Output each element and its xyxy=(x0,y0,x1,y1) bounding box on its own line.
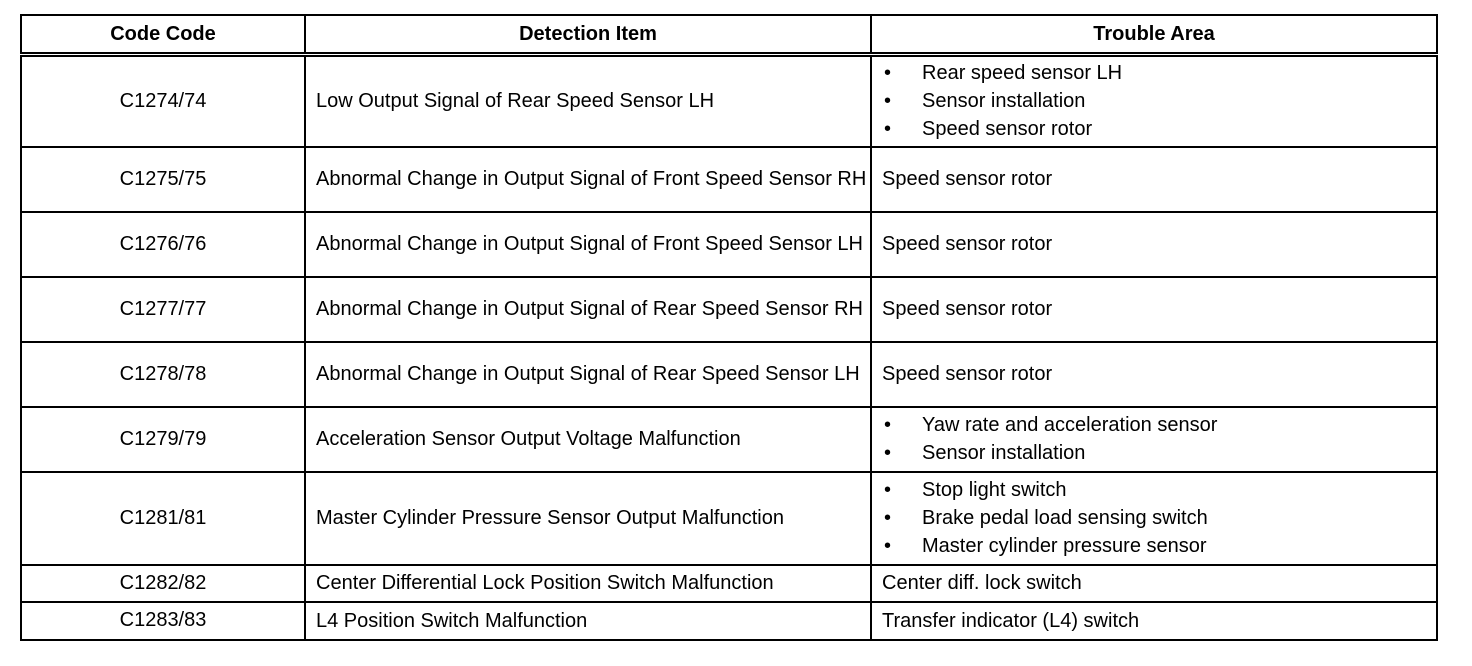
trouble-area-list xyxy=(882,476,1436,560)
table-row xyxy=(21,277,1437,342)
trouble-area-cell: Speed sensor rotor xyxy=(871,277,1437,342)
header-trouble-area: Trouble Area xyxy=(871,15,1437,55)
header-row xyxy=(21,15,1437,55)
code-cell: C1279/79 xyxy=(21,407,305,472)
code-cell: C1283/83 xyxy=(21,602,305,640)
trouble-area-list-item: • Yaw rate and acceleration sensor xyxy=(882,411,1436,439)
trouble-area-list-item: • Stop light switch xyxy=(882,476,1436,504)
table-body xyxy=(21,55,1437,640)
code-cell: C1275/75 xyxy=(21,147,305,212)
detection-item-cell: Abnormal Change in Output Signal of Rear Speed Sensor LH xyxy=(305,342,871,407)
trouble-area-cell: Transfer indicator (L4) switch xyxy=(871,602,1437,640)
dtc-table xyxy=(20,14,1438,641)
trouble-area-cell xyxy=(871,472,1437,565)
trouble-area-cell xyxy=(871,55,1437,147)
table-row xyxy=(21,565,1437,602)
trouble-area-cell: Center diff. lock switch xyxy=(871,565,1437,602)
detection-item-cell: Acceleration Sensor Output Voltage Malfunction xyxy=(305,407,871,472)
detection-item-cell: Low Output Signal of Rear Speed Sensor LH xyxy=(305,55,871,147)
trouble-area-list xyxy=(882,411,1436,467)
table-row xyxy=(21,147,1437,212)
code-cell: C1281/81 xyxy=(21,472,305,565)
trouble-area-cell xyxy=(871,407,1437,472)
table-row xyxy=(21,55,1437,147)
trouble-area-list-item: • Brake pedal load sensing switch xyxy=(882,504,1436,532)
code-cell: C1274/74 xyxy=(21,55,305,147)
trouble-area-list xyxy=(882,59,1436,143)
code-cell: C1276/76 xyxy=(21,212,305,277)
detection-item-cell: Center Differential Lock Position Switch Malfunction xyxy=(305,565,871,602)
detection-item-cell: Abnormal Change in Output Signal of Front Speed Sensor RH xyxy=(305,147,871,212)
detection-item-cell: L4 Position Switch Malfunction xyxy=(305,602,871,640)
trouble-area-list-item: • Rear speed sensor LH xyxy=(882,59,1436,87)
detection-item-cell: Abnormal Change in Output Signal of Front Speed Sensor LH xyxy=(305,212,871,277)
code-cell: C1278/78 xyxy=(21,342,305,407)
trouble-area-cell: Speed sensor rotor xyxy=(871,342,1437,407)
trouble-area-list-item: • Sensor installation xyxy=(882,87,1436,115)
trouble-area-list-item: • Speed sensor rotor xyxy=(882,115,1436,143)
header-code: Code Code xyxy=(21,15,305,55)
trouble-area-cell: Speed sensor rotor xyxy=(871,147,1437,212)
table-row xyxy=(21,472,1437,565)
table-row xyxy=(21,602,1437,640)
trouble-area-cell: Speed sensor rotor xyxy=(871,212,1437,277)
table-row xyxy=(21,212,1437,277)
code-cell: C1282/82 xyxy=(21,565,305,602)
trouble-area-list-item: • Master cylinder pressure sensor xyxy=(882,532,1436,560)
trouble-area-list-item: • Sensor installation xyxy=(882,439,1436,467)
header-detection-item: Detection Item xyxy=(305,15,871,55)
table-row xyxy=(21,342,1437,407)
table-row xyxy=(21,407,1437,472)
detection-item-cell: Abnormal Change in Output Signal of Rear Speed Sensor RH xyxy=(305,277,871,342)
detection-item-cell: Master Cylinder Pressure Sensor Output Malfunction xyxy=(305,472,871,565)
code-cell: C1277/77 xyxy=(21,277,305,342)
